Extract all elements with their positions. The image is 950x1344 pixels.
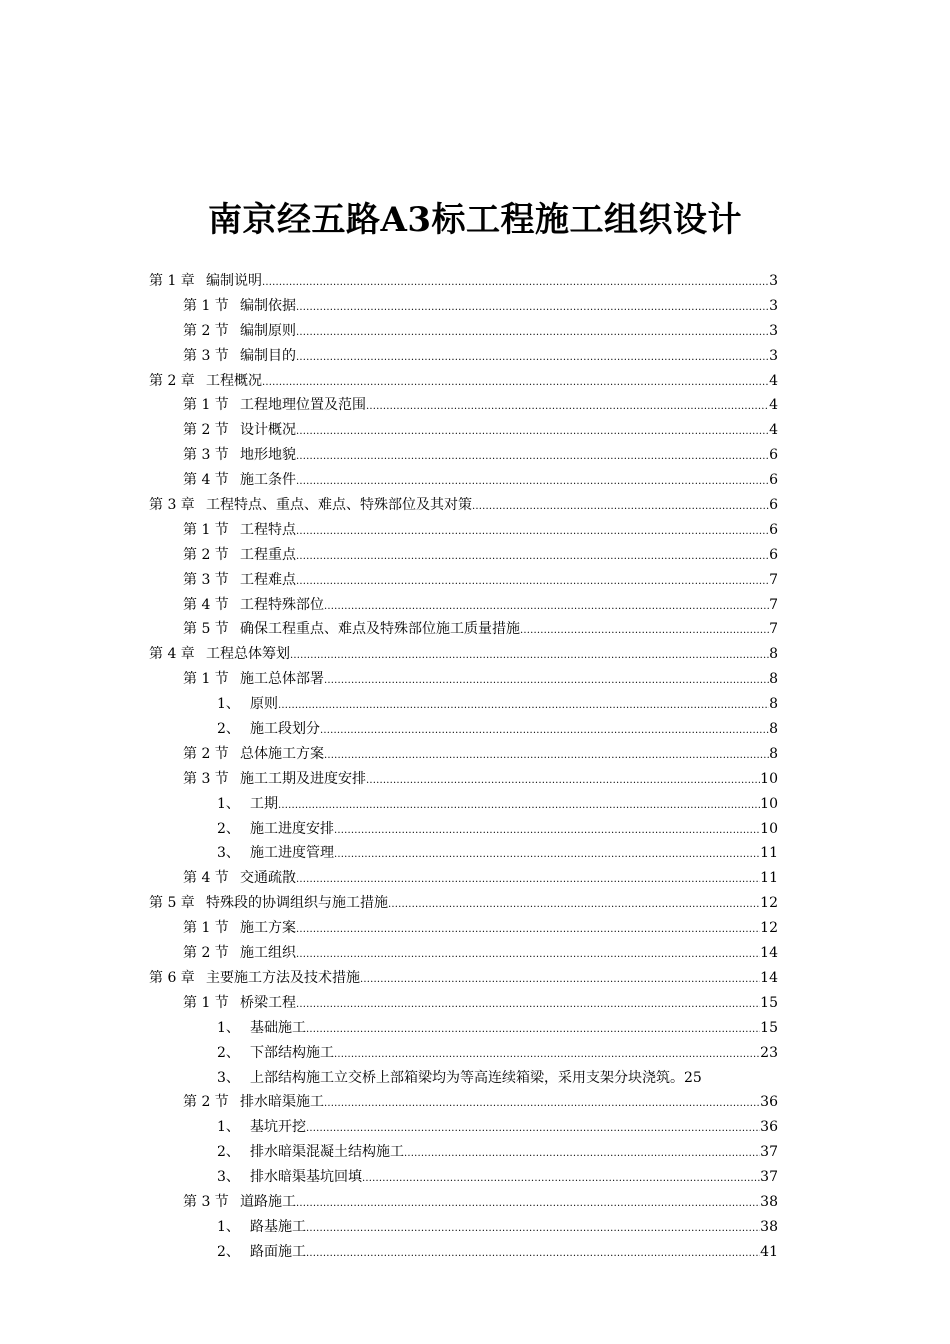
toc-entry-page: 11 — [760, 845, 778, 862]
toc-entry-page: 14 — [760, 945, 778, 962]
toc-leader-dots — [334, 817, 760, 844]
toc-entry-page: 7 — [769, 596, 778, 613]
toc-entry-title: 施工段划分 — [250, 721, 320, 738]
toc-entry-number: 1、 — [217, 795, 240, 812]
toc-entry-title: 地形地貌 — [240, 447, 296, 464]
toc-entry[interactable] — [149, 319, 778, 344]
toc-leader-dots — [324, 667, 769, 694]
toc-entry-number: 第 3 节 — [183, 447, 229, 464]
toc-entry-title: 设计概况 — [240, 422, 296, 439]
toc-leader-dots — [366, 393, 769, 420]
toc-entry[interactable] — [149, 717, 778, 742]
toc-entry-number: 1、 — [217, 1218, 240, 1235]
toc-entry-page: 38 — [760, 1218, 778, 1235]
toc-leader-dots — [306, 1115, 760, 1142]
toc-entry[interactable] — [149, 841, 778, 866]
toc-entry-title: 工期 — [250, 795, 278, 812]
toc-entry[interactable] — [149, 866, 778, 891]
toc-entry-number: 2、 — [217, 721, 240, 738]
toc-entry[interactable] — [149, 966, 778, 991]
toc-entry-number: 3、 — [217, 845, 240, 862]
toc-leader-dots — [520, 617, 769, 644]
toc-entry[interactable] — [149, 1140, 778, 1165]
toc-entry-title: 特殊段的协调组织与施工措施 — [206, 895, 388, 912]
toc-leader-dots — [306, 1016, 760, 1043]
toc-entry-page: 6 — [769, 546, 778, 563]
toc-leader-dots — [360, 966, 760, 993]
toc-entry-page: 12 — [760, 920, 778, 937]
toc-leader-dots — [320, 717, 769, 744]
toc-leader-dots — [472, 493, 769, 520]
toc-entry-number: 第 2 节 — [183, 945, 229, 962]
toc-entry[interactable] — [149, 742, 778, 767]
toc-entry-page: 25 — [684, 1069, 702, 1086]
toc-entry[interactable] — [149, 269, 778, 294]
toc-entry-number: 第 4 章 — [149, 646, 195, 663]
toc-entry-title: 工程特点、重点、难点、特殊部位及其对策 — [206, 497, 472, 514]
toc-entry-title: 施工进度安排 — [250, 820, 334, 837]
toc-entry-title: 桥梁工程 — [240, 994, 296, 1011]
toc-entry[interactable] — [149, 468, 778, 493]
toc-entry-page: 11 — [760, 870, 778, 887]
toc-entry-page: 3 — [769, 322, 778, 339]
toc-entry[interactable] — [149, 393, 778, 418]
toc-entry-number: 第 3 节 — [183, 770, 229, 787]
toc-entry-title: 工程重点 — [240, 546, 296, 563]
toc-entry-page: 4 — [769, 422, 778, 439]
toc-leader-dots — [296, 418, 769, 445]
toc-entry-title: 编制依据 — [240, 297, 296, 314]
toc-leader-dots — [296, 294, 769, 321]
toc-entry[interactable] — [149, 642, 778, 667]
toc-entry-page: 7 — [769, 621, 778, 638]
toc-entry-title: 施工组织 — [240, 945, 296, 962]
toc-entry[interactable] — [149, 1190, 778, 1215]
toc-entry-page: 7 — [769, 571, 778, 588]
toc-leader-dots — [296, 443, 769, 470]
toc-entry-title: 路面施工 — [250, 1243, 306, 1260]
toc-entry-number: 第 3 节 — [183, 1193, 229, 1210]
toc-entry-title: 确保工程重点、难点及特殊部位施工质量措施 — [240, 621, 520, 638]
toc-entry-number: 3、 — [217, 1069, 240, 1086]
toc-entry[interactable] — [149, 294, 778, 319]
toc-entry-number: 第 6 章 — [149, 969, 195, 986]
toc-leader-dots — [296, 543, 769, 570]
toc-entry-number: 第 1 节 — [183, 297, 229, 314]
toc-entry[interactable] — [149, 418, 778, 443]
toc-entry[interactable] — [149, 767, 778, 792]
toc-entry-page: 6 — [769, 521, 778, 538]
toc-entry-title: 施工进度管理 — [250, 845, 334, 862]
toc-entry-title: 排水暗渠混凝土结构施工 — [250, 1144, 404, 1161]
toc-leader-dots — [306, 1240, 760, 1267]
toc-entry-number: 第 1 章 — [149, 273, 195, 289]
toc-entry[interactable] — [149, 493, 778, 518]
toc-entry-page: 10 — [760, 795, 778, 812]
toc-leader-dots — [334, 841, 760, 868]
toc-entry-title: 工程特殊部位 — [240, 596, 324, 613]
toc-entry[interactable] — [149, 593, 778, 618]
toc-entry-page: 3 — [769, 297, 778, 314]
toc-leader-dots — [296, 1190, 760, 1217]
toc-entry-number: 第 1 节 — [183, 920, 229, 937]
toc-entry-number: 2、 — [217, 1144, 240, 1161]
table-of-contents — [149, 269, 778, 1265]
toc-entry-title: 排水暗渠基坑回填 — [250, 1169, 362, 1186]
toc-entry-title: 工程概况 — [206, 372, 262, 389]
toc-entry-title: 施工总体部署 — [240, 671, 324, 688]
toc-entry-number: 第 1 节 — [183, 671, 229, 688]
toc-entry-number: 3、 — [217, 1169, 240, 1186]
toc-leader-dots — [290, 642, 769, 669]
toc-leader-dots — [324, 742, 769, 769]
toc-entry[interactable] — [149, 1240, 778, 1265]
toc-entry-page: 12 — [760, 895, 778, 912]
toc-entry-number: 第 1 节 — [183, 521, 229, 538]
toc-entry[interactable] — [149, 1090, 778, 1115]
toc-entry[interactable] — [149, 568, 778, 593]
toc-leader-dots — [296, 866, 760, 893]
toc-entry-title: 基础施工 — [250, 1019, 306, 1036]
toc-entry-title: 工程地理位置及范围 — [240, 397, 366, 414]
toc-entry-page: 38 — [760, 1193, 778, 1210]
toc-entry-number: 第 2 节 — [183, 745, 229, 762]
toc-entry-title: 道路施工 — [240, 1193, 296, 1210]
toc-leader-dots — [296, 941, 760, 968]
toc-leader-dots — [296, 916, 760, 943]
toc-entry-page: 6 — [769, 472, 778, 489]
toc-entry-page: 8 — [769, 696, 778, 713]
toc-entry-page: 41 — [760, 1243, 778, 1260]
toc-entry-page: 3 — [769, 273, 778, 289]
toc-leader-dots — [296, 518, 769, 545]
toc-entry-page: 23 — [760, 1044, 778, 1061]
toc-entry-page: 4 — [769, 397, 778, 414]
toc-leader-dots — [278, 692, 769, 719]
toc-entry-number: 第 1 节 — [183, 994, 229, 1011]
toc-entry-page: 36 — [760, 1094, 778, 1111]
toc-entry-number: 第 2 章 — [149, 372, 195, 389]
toc-leader-dots — [296, 468, 769, 495]
toc-entry-page: 8 — [769, 646, 778, 663]
toc-entry[interactable] — [149, 344, 778, 369]
toc-entry-page: 4 — [769, 372, 778, 389]
toc-entry-page: 15 — [760, 1019, 778, 1036]
toc-leader-dots — [296, 568, 769, 595]
toc-entry[interactable] — [149, 617, 778, 642]
toc-leader-dots — [366, 767, 760, 794]
toc-entry[interactable] — [149, 369, 778, 394]
toc-entry-number: 第 3 节 — [183, 347, 229, 364]
toc-entry[interactable] — [149, 667, 778, 692]
toc-entry[interactable] — [149, 1016, 778, 1041]
toc-entry-number: 第 5 节 — [183, 621, 229, 638]
toc-entry-page: 8 — [769, 721, 778, 738]
toc-entry[interactable] — [149, 1215, 778, 1240]
toc-entry-title: 下部结构施工 — [250, 1044, 334, 1061]
toc-entry[interactable] — [149, 692, 778, 717]
toc-entry-title: 交通疏散 — [240, 870, 296, 887]
toc-entry[interactable] — [149, 543, 778, 568]
toc-leader-dots — [262, 269, 769, 296]
toc-entry-title: 编制原则 — [240, 322, 296, 339]
toc-entry[interactable] — [149, 817, 778, 842]
toc-entry-page: 8 — [769, 671, 778, 688]
toc-entry-title: 工程特点 — [240, 521, 296, 538]
toc-entry-number: 第 2 节 — [183, 546, 229, 563]
toc-entry-number: 第 3 章 — [149, 497, 195, 514]
toc-entry-number: 第 2 节 — [183, 1094, 229, 1111]
toc-entry-number: 2、 — [217, 1044, 240, 1061]
toc-entry-page: 10 — [760, 770, 778, 787]
toc-entry-title: 基坑开挖 — [250, 1119, 306, 1136]
toc-entry-title: 施工条件 — [240, 472, 296, 489]
toc-entry-title: 主要施工方法及技术措施 — [206, 969, 360, 986]
toc-leader-dots — [388, 891, 760, 918]
toc-entry-title: 编制目的 — [240, 347, 296, 364]
toc-leader-dots — [296, 991, 760, 1018]
toc-entry-page: 37 — [760, 1144, 778, 1161]
toc-entry-number: 1、 — [217, 696, 240, 713]
toc-entry-page: 3 — [769, 347, 778, 364]
toc-entry-title: 工程难点 — [240, 571, 296, 588]
toc-entry-title: 总体施工方案 — [240, 745, 324, 762]
toc-entry-page: 36 — [760, 1119, 778, 1136]
toc-leader-dots — [404, 1140, 760, 1167]
toc-entry-number: 第 5 章 — [149, 895, 195, 912]
toc-entry[interactable] — [149, 518, 778, 543]
toc-entry-number: 第 4 节 — [183, 472, 229, 489]
toc-entry[interactable] — [149, 1165, 778, 1190]
toc-entry-page: 15 — [760, 994, 778, 1011]
toc-leader-dots — [262, 369, 769, 396]
toc-entry-page: 37 — [760, 1169, 778, 1186]
toc-entry-number: 第 3 节 — [183, 571, 229, 588]
toc-entry[interactable] — [149, 991, 778, 1016]
toc-leader-dots — [296, 319, 769, 346]
toc-entry-number: 2、 — [217, 820, 240, 837]
toc-entry[interactable] — [149, 1066, 778, 1091]
toc-entry-number: 第 2 节 — [183, 322, 229, 339]
toc-entry-number: 2、 — [217, 1243, 240, 1260]
toc-leader-dots — [362, 1165, 760, 1192]
toc-entry-number: 第 4 节 — [183, 596, 229, 613]
toc-entry-number: 第 4 节 — [183, 870, 229, 887]
toc-entry[interactable] — [149, 792, 778, 817]
toc-entry-title: 施工工期及进度安排 — [240, 770, 366, 787]
toc-entry-page: 10 — [760, 820, 778, 837]
toc-entry-title: 施工方案 — [240, 920, 296, 937]
toc-leader-dots — [324, 593, 769, 620]
toc-leader-dots — [324, 1090, 760, 1117]
toc-entry[interactable] — [149, 891, 778, 916]
toc-entry[interactable] — [149, 1041, 778, 1066]
toc-entry[interactable] — [149, 1115, 778, 1140]
document-title: 南京经五路A3标工程施工组织设计 — [207, 200, 743, 240]
toc-entry-page: 8 — [769, 745, 778, 762]
toc-leader-dots — [306, 1215, 760, 1242]
toc-leader-dots — [278, 792, 760, 819]
toc-entry-title: 原则 — [250, 696, 278, 713]
toc-entry-number: 1、 — [217, 1119, 240, 1136]
toc-entry[interactable] — [149, 941, 778, 966]
toc-entry-title: 工程总体筹划 — [206, 646, 290, 663]
toc-entry-page: 6 — [769, 447, 778, 464]
toc-leader-dots — [334, 1041, 760, 1068]
toc-entry-number: 1、 — [217, 1019, 240, 1036]
toc-entry[interactable] — [149, 916, 778, 941]
toc-entry-page: 14 — [760, 969, 778, 986]
toc-entry-number: 第 1 节 — [183, 397, 229, 414]
toc-entry-title: 路基施工 — [250, 1218, 306, 1235]
toc-entry-title: 编制说明 — [206, 273, 262, 289]
toc-entry-number: 第 2 节 — [183, 422, 229, 439]
toc-entry[interactable] — [149, 443, 778, 468]
toc-entry-page: 6 — [769, 497, 778, 514]
toc-entry-title: 排水暗渠施工 — [240, 1094, 324, 1111]
toc-entry-title: 上部结构施工立交桥上部箱梁均为等高连续箱梁，采用支架分块浇筑。 — [250, 1069, 684, 1086]
toc-leader-dots — [296, 344, 769, 371]
